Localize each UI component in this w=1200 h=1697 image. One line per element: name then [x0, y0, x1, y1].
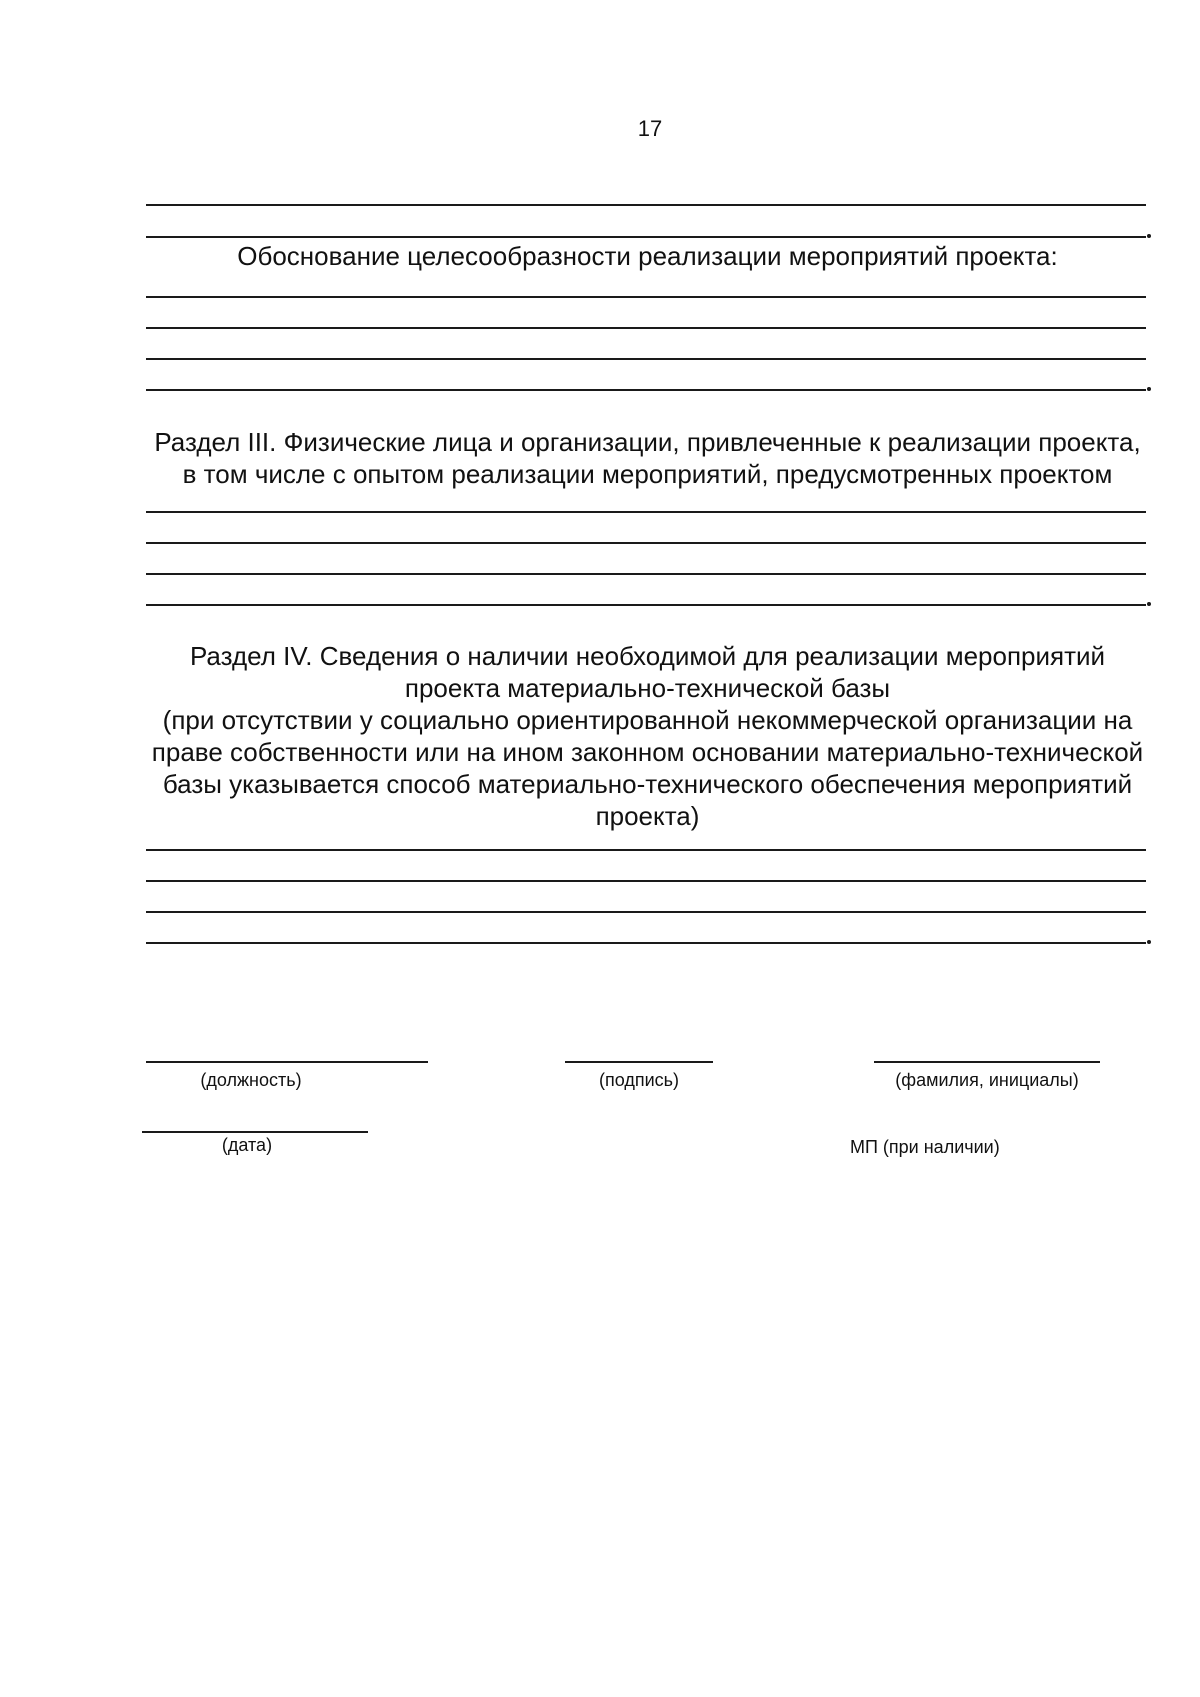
section4-title-line1: Раздел IV. Сведения о наличии необходимой для реализации мероприятий — [189, 641, 1106, 671]
signature-caption: (подпись) — [598, 1070, 680, 1090]
section3-title — [140, 426, 1155, 490]
blank-line — [146, 573, 1146, 575]
position-caption: (должность) — [200, 1070, 302, 1090]
section4-note-line4: проекта) — [595, 801, 700, 831]
page-number: 17 — [637, 116, 663, 141]
blank-line — [146, 204, 1146, 206]
line-end-dot — [1147, 602, 1151, 606]
blank-line — [146, 358, 1146, 360]
blank-line — [146, 880, 1146, 882]
blank-line — [146, 542, 1146, 544]
section3-title-line1: Раздел III. Физические лица и организации, привлеченные к реализации проекта, — [154, 427, 1141, 457]
name-caption: (фамилия, инициалы) — [895, 1070, 1079, 1090]
line-end-dot — [1147, 940, 1151, 944]
blank-line — [146, 511, 1146, 513]
date-line — [142, 1131, 368, 1133]
position-line — [146, 1061, 428, 1063]
blank-line — [146, 389, 1146, 391]
line-end-dot — [1147, 387, 1151, 391]
date-caption: (дата) — [221, 1135, 273, 1155]
stamp-caption: МП (при наличии) — [850, 1137, 1000, 1157]
section4-title-line2: проекта материально-технической базы — [404, 673, 891, 703]
section4-note-line2: праве собственности или на ином законном основании материально-технической — [151, 737, 1144, 767]
section3-title-line2: в том числе с опытом реализации мероприятий, предусмотренных проектом — [182, 459, 1113, 489]
blank-line — [146, 327, 1146, 329]
blank-line — [146, 296, 1146, 298]
blank-line — [146, 849, 1146, 851]
line-end-dot — [1147, 234, 1151, 238]
section4-note-line3: базы указывается способ материально-технического обеспечения мероприятий — [162, 769, 1133, 799]
blank-line — [146, 911, 1146, 913]
blank-line — [146, 236, 1146, 238]
section4-title — [140, 640, 1155, 832]
section4-note-line1: (при отсутствии у социально ориентированной некоммерческой организации на — [162, 705, 1133, 735]
name-line — [874, 1061, 1100, 1063]
blank-line — [146, 942, 1146, 944]
signature-line — [565, 1061, 713, 1063]
blank-line — [146, 604, 1146, 606]
justification-title: Обоснование целесообразности реализации мероприятий проекта: — [237, 241, 1058, 271]
